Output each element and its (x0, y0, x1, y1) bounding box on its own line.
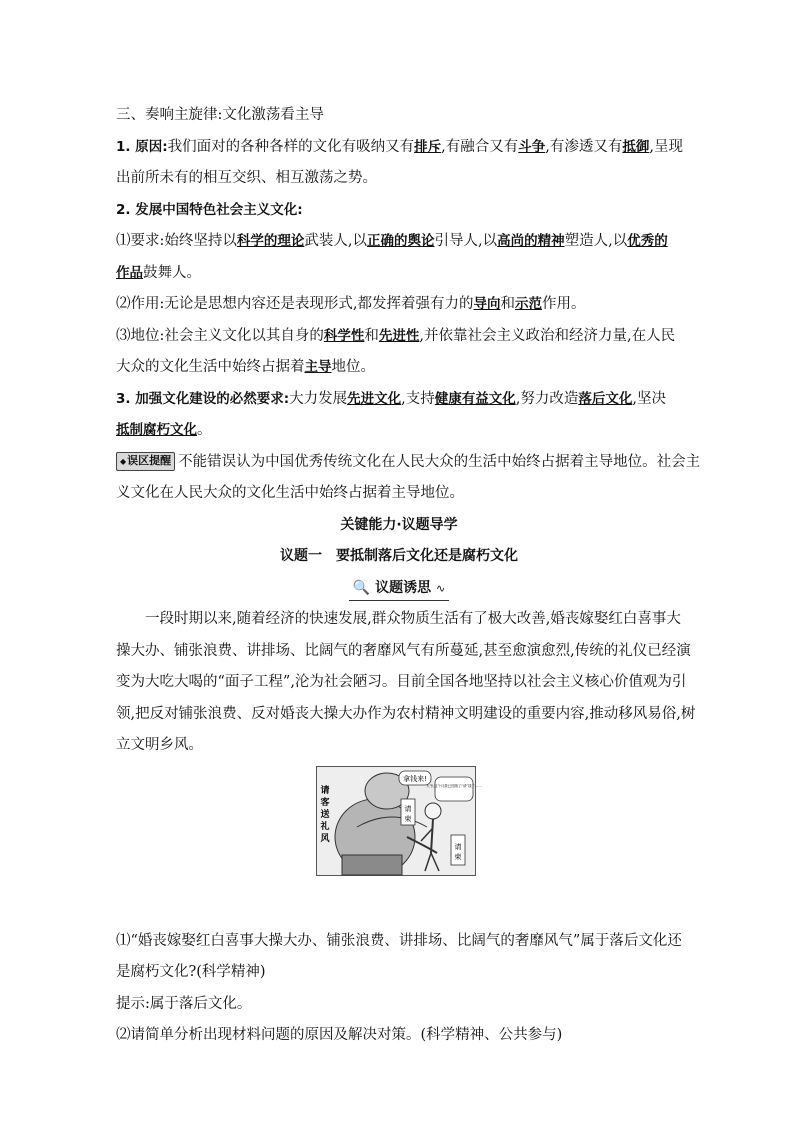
text: ,有渗透又有 (545, 138, 623, 155)
text: 塑造人,以 (564, 233, 628, 249)
material-line-1: 一段时期以来,随着经济的快速发展,群众物质生活有了极大改善,婚丧嫁娶红白喜事大 (145, 611, 681, 627)
tip-badge (116, 452, 175, 471)
reason-line-1 (116, 132, 682, 164)
keyword: 斗争 (518, 138, 546, 155)
reason-label: 1. 原因: (116, 138, 168, 155)
reason-line-2: 出前所未有的相互交织、相互激荡之势。 (116, 170, 377, 186)
keyword: 抵制腐朽文化 (116, 422, 197, 438)
question1-line-1: ⑴“婚丧嫁娶红白喜事大操大办、铺张浪费、讲排场、比阔气的奢靡风气”属于落后文化还 (116, 932, 682, 949)
text: 引导人,以 (434, 233, 498, 249)
keyword: 抵御 (622, 138, 650, 155)
keyword: 落后文化 (578, 390, 633, 407)
keyword: 先进文化 (347, 390, 402, 407)
material-line-3: 变为大吃大喝的“面子工程”,沦为社会陋习。目前全国各地坚持以社会主义核心价值观为引 (116, 674, 687, 690)
text: ,并依靠社会主义政治和经济力量,在人民 (419, 327, 676, 344)
think-badge-row (116, 573, 682, 605)
text: ,支持 (401, 390, 435, 407)
material-line-2: 操大办、铺张浪费、讲排场、比阔气的奢靡风气有所蔓延,甚至愈演愈烈,传统的礼仪已经演 (116, 642, 691, 659)
bubble1-text: 拿钱来! (403, 775, 427, 783)
keyword: 主导 (304, 359, 332, 375)
keyword: 健康有益文化 (434, 390, 516, 407)
develop-heading (116, 195, 682, 227)
card1-text: 请 (404, 805, 412, 813)
section-heading: 三、奏响主旋律:文化激荡看主导 (116, 107, 324, 123)
material-line-5: 立文明乡风。 (116, 737, 203, 753)
text: 武装人,以 (304, 233, 367, 249)
text: 大众的文化生活中始终占据着 (116, 359, 305, 375)
label-char-5: 风 (320, 834, 330, 844)
function-line (116, 289, 682, 321)
culture-line-2 (116, 415, 682, 447)
keyword: 正确的舆论 (367, 233, 435, 249)
culture-line-1 (116, 384, 682, 416)
requirement-line-1 (116, 226, 682, 258)
keyword: 高尚的精神 (497, 233, 565, 249)
keyword: 先进性 (378, 327, 420, 344)
develop-label: 2. 发展中国特色社会主义文化: (116, 201, 303, 218)
tip-line-1 (116, 447, 701, 479)
requirement-line-2 (116, 258, 682, 290)
text: 我们面对的各种各样的文化有吸纳又有 (167, 138, 415, 155)
magnifier-icon: 🔍 (352, 579, 371, 596)
keyword: 作品 (116, 264, 143, 281)
cartoon-image (316, 766, 482, 876)
text: 不能错误认为中国优秀传统文化在人民大众的生活中始终占据着主导地位。社会主 (178, 453, 701, 470)
question2-line: ⑵请简单分析出现材料问题的原因及解决对策。(科学精神、公共参与) (116, 1027, 563, 1043)
text: 和 (364, 327, 379, 344)
text: 地位。 (331, 359, 375, 375)
text: ,有融合又有 (441, 138, 519, 155)
tip-line-2: 义文化在人民大众的文化生活中始终占据着主导地位。 (116, 485, 464, 501)
diamond-icon: ◆ (120, 456, 127, 466)
card2-text: 请 (454, 843, 462, 851)
card2-text-2: 柬 (454, 853, 462, 861)
bubble2-text: 大爷,这个月我已经随了“请”钱了…… (426, 784, 482, 788)
text: ,坚决 (632, 390, 666, 407)
text: 大力发展 (289, 390, 348, 407)
cartoon-drawing (317, 767, 482, 875)
text: ⑶地位:社会主义文化以其自身的 (116, 327, 324, 344)
question1-line-2: 是腐朽文化?(科学精神) (116, 964, 266, 980)
think-badge-label: 议题诱思 (375, 579, 432, 596)
material-line-4: 领,把反对铺张浪费、反对婚丧大操大办作为农村精神文明建设的重要内容,推动移风易俗,树 (116, 705, 696, 722)
keyword: 科学的理论 (236, 233, 305, 249)
keyword: 导向 (473, 296, 501, 312)
topic-title: 议题一 要抵制落后文化还是腐朽文化 (280, 548, 518, 564)
scribble-icon: ∿ (435, 581, 446, 595)
document-body (116, 100, 701, 1052)
text: ⑵作用:无论是思想内容还是表现形式,都发挥着强有力的 (116, 296, 474, 312)
ability-title: 关键能力·议题导学 (340, 516, 458, 533)
culture-label: 3. 加强文化建设的必然要求: (116, 390, 290, 407)
think-badge (349, 577, 449, 601)
tip-badge-label: 误区提醒 (127, 453, 172, 467)
text: ,努力改造 (515, 390, 579, 407)
text: 。 (197, 422, 212, 438)
status-line-1 (116, 321, 682, 353)
keyword: 优秀的 (627, 233, 668, 249)
label-char-4: 礼 (320, 822, 330, 832)
label-char-1: 请 (320, 786, 330, 796)
text: 鼓舞人。 (143, 264, 201, 281)
text: 和 (500, 296, 515, 312)
label-char-3: 送 (320, 810, 330, 820)
keyword: 示范 (515, 296, 542, 312)
keyword: 排斥 (414, 138, 442, 155)
text: 作用。 (542, 296, 586, 312)
text: ⑴要求:始终坚持以 (116, 233, 237, 249)
text: ,呈现 (649, 138, 683, 155)
label-char-2: 客 (320, 798, 330, 808)
card1-text-2: 柬 (404, 815, 412, 823)
keyword: 科学性 (323, 327, 365, 344)
status-line-2 (116, 352, 682, 384)
hint1-line: 提示:属于落后文化。 (116, 995, 252, 1012)
